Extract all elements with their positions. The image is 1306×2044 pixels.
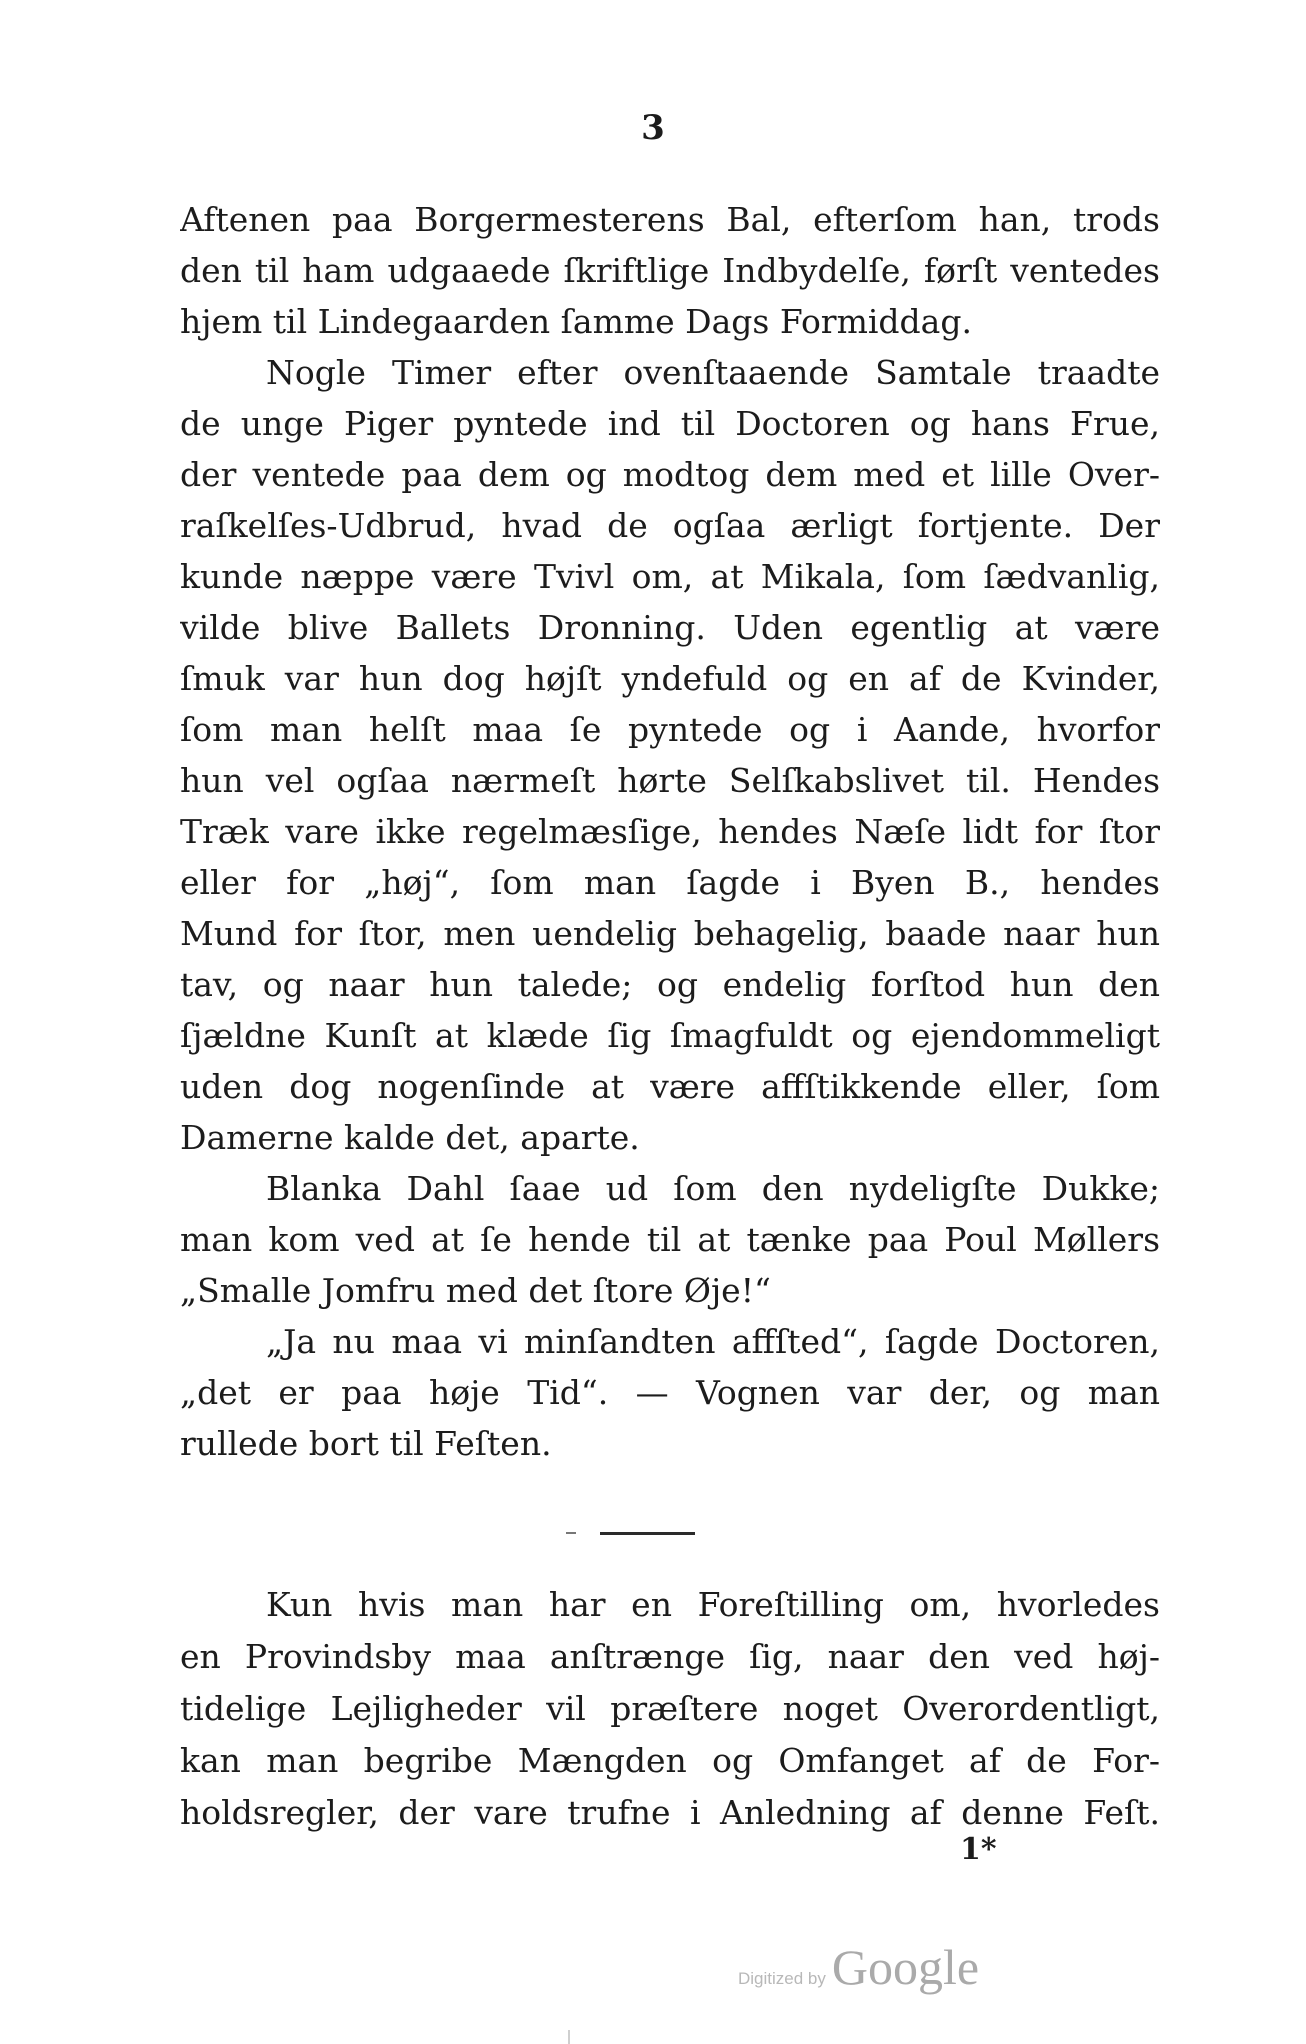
text-line: raſkelſes-Udbrud, hvad de ogſaa ærligt fortjente. Der bbox=[180, 506, 1160, 545]
text-line: den til ham udgaaede ſkriftlige Indbydelſe, førſt ventedes bbox=[180, 251, 1160, 290]
text-line: ſom man helſt maa ſe pyntede og i Aande, hvorfor bbox=[180, 710, 1160, 749]
text-line: holdsregler, der vare trufne i Anledning af denne Feſt. bbox=[180, 1793, 1160, 1832]
text-line: hun vel ogſaa nærmeſt hørte Selſkabslivet til. Hendes bbox=[180, 761, 1160, 800]
text-line: Nogle Timer efter ovenſtaaende Samtale traadte bbox=[266, 353, 1160, 392]
text-line: ſjældne Kunſt at klæde ſig ſmagfuldt og ejendommeligt bbox=[180, 1016, 1160, 1055]
text-line: „det er paa høje Tid“. — Vognen var der, og man bbox=[180, 1373, 1160, 1412]
text-line: man kom ved at ſe hende til at tænke paa Poul Møllers bbox=[180, 1220, 1160, 1259]
digitized-watermark bbox=[738, 1938, 979, 1996]
text-line: Blanka Dahl ſaae ud ſom den nydeligſte Dukke; bbox=[266, 1169, 1160, 1208]
text-line: Kun hvis man har en Foreſtilling om, hvorledes bbox=[266, 1585, 1160, 1624]
gutter-mark bbox=[568, 2030, 570, 2044]
text-line: Aftenen paa Borgermesterens Bal, efterſom han, trods bbox=[180, 200, 1160, 239]
text-line: kan man begribe Mængden og Omfanget af de For- bbox=[180, 1741, 1160, 1780]
section-divider-dot bbox=[566, 1532, 576, 1534]
text-line: tidelige Lejligheder vil præſtere noget Overordentligt, bbox=[180, 1689, 1160, 1728]
text-line: Træk vare ikke regelmæsſige, hendes Næſe lidt for ſtor bbox=[180, 812, 1160, 851]
signature-mark: 1* bbox=[960, 1832, 997, 1867]
text-line: hjem til Lindegaarden ſamme Dags Formiddag. bbox=[180, 302, 972, 341]
watermark-logo: Google bbox=[831, 1939, 980, 1995]
text-line: tav, og naar hun talede; og endelig forſtod hun den bbox=[180, 965, 1160, 1004]
text-line: de unge Piger pyntede ind til Doctoren og hans Frue, bbox=[180, 404, 1160, 443]
text-line: der ventede paa dem og modtog dem med et lille Over- bbox=[180, 455, 1160, 494]
watermark-prefix: Digitized by bbox=[738, 1969, 826, 1988]
text-line: vilde blive Ballets Dronning. Uden egentlig at være bbox=[180, 608, 1160, 647]
text-line: ſmuk var hun dog højſt yndefuld og en af de Kvinder, bbox=[180, 659, 1160, 698]
text-line: uden dog nogenſinde at være affſtikkende eller, ſom bbox=[180, 1067, 1160, 1106]
text-line: kunde næppe være Tvivl om, at Mikala, ſom ſædvanlig, bbox=[180, 557, 1160, 596]
page-number: 3 bbox=[641, 108, 665, 148]
text-line: Mund for ſtor, men uendelig behagelig, baade naar hun bbox=[180, 914, 1160, 953]
text-line: rullede bort til Feſten. bbox=[180, 1424, 552, 1463]
text-line: „Ja nu maa vi minſandten affſted“, ſagde Doctoren, bbox=[266, 1322, 1160, 1361]
text-line: Damerne kalde det, aparte. bbox=[180, 1118, 640, 1157]
text-line: en Provindsby maa anſtrænge ſig, naar den ved høj- bbox=[180, 1637, 1160, 1676]
text-line: „Smalle Jomfru med det ſtore Øje!“ bbox=[180, 1271, 771, 1310]
text-line: eller for „høj“, ſom man ſagde i Byen B., hendes bbox=[180, 863, 1160, 902]
section-divider bbox=[600, 1532, 695, 1535]
